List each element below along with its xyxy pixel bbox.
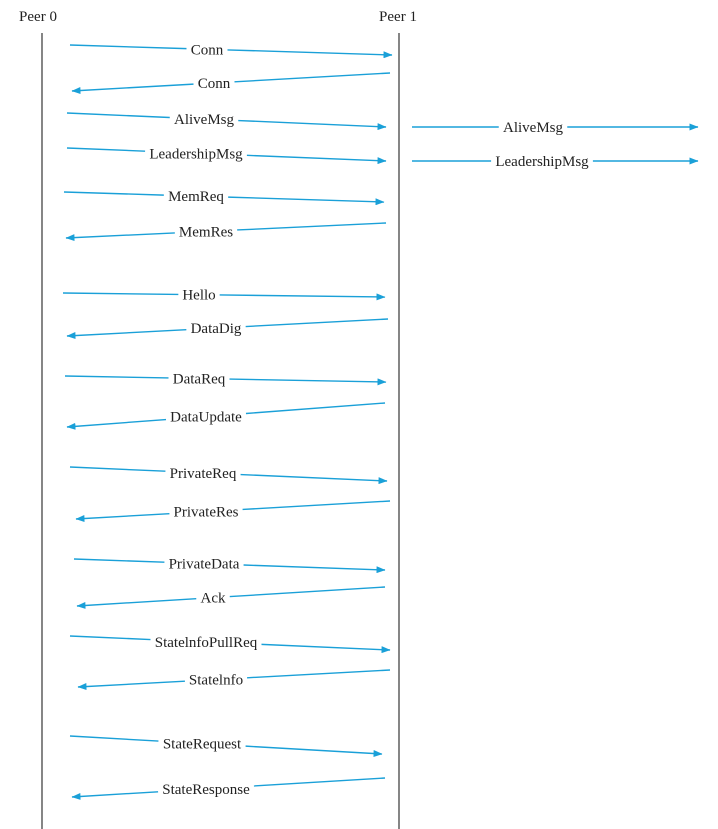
message-arrow-13-line-end xyxy=(77,599,196,606)
message-arrow-14 xyxy=(70,635,390,651)
forward-arrow-1-label: LeadershipMsg xyxy=(495,154,589,170)
message-arrow-4 xyxy=(64,189,384,205)
message-arrow-8-line-end xyxy=(229,379,386,382)
message-arrow-15-label: Statelnfo xyxy=(188,672,244,689)
message-arrow-3-line-end xyxy=(247,155,386,161)
message-arrow-12-label: PrivateData xyxy=(168,556,240,573)
message-arrow-13-line-start xyxy=(230,587,385,597)
message-arrow-0-line-start xyxy=(70,45,186,49)
message-arrow-10-line-end xyxy=(241,475,387,481)
message-arrow-12-line-end xyxy=(244,565,385,570)
message-arrow-1-line-start xyxy=(235,73,390,82)
message-arrow-13 xyxy=(77,587,385,607)
message-arrow-4-line-end xyxy=(228,197,384,202)
message-arrow-9-line-start xyxy=(246,403,385,413)
message-arrow-16-line-start xyxy=(70,736,158,741)
message-arrow-6 xyxy=(63,288,385,304)
message-arrow-5 xyxy=(66,223,386,240)
message-arrow-6-label: Hello xyxy=(182,287,216,304)
peer-1-label: Peer 1 xyxy=(379,9,417,25)
message-arrow-14-label: StatelnfoPullReq xyxy=(154,634,258,651)
message-arrow-10 xyxy=(70,466,387,482)
message-arrow-3-label: LeadershipMsg xyxy=(149,146,243,163)
message-arrow-13-label: Ack xyxy=(200,590,226,607)
message-arrow-3-line-start xyxy=(67,148,145,151)
message-arrow-6-line-end xyxy=(220,295,385,297)
message-arrow-15 xyxy=(78,670,390,688)
message-arrow-2 xyxy=(67,112,386,128)
message-arrow-7-line-start xyxy=(246,319,388,327)
message-arrow-11-label: PrivateRes xyxy=(173,504,239,521)
forward-arrow-1 xyxy=(412,154,698,170)
message-arrow-7 xyxy=(67,319,388,337)
message-arrow-1-line-end xyxy=(72,84,193,91)
message-arrow-0 xyxy=(70,42,392,58)
message-arrow-16 xyxy=(70,736,382,754)
message-arrow-15-line-end xyxy=(78,681,185,687)
message-arrow-5-label: MemRes xyxy=(178,224,234,241)
forward-arrow-0 xyxy=(412,120,698,136)
message-arrow-1 xyxy=(72,73,390,92)
message-arrow-11-line-start xyxy=(243,501,390,509)
message-arrow-15-line-start xyxy=(247,670,390,678)
message-arrow-9-label: DataUpdate xyxy=(170,409,242,426)
message-arrow-2-line-end xyxy=(238,121,386,127)
message-arrow-11 xyxy=(76,501,390,521)
forward-arrow-0-label: AliveMsg xyxy=(503,120,563,136)
message-arrow-14-line-end xyxy=(261,644,390,650)
message-arrow-0-line-end xyxy=(228,50,392,55)
message-arrow-10-label: PrivateReq xyxy=(169,465,237,482)
message-arrow-9-line-end xyxy=(67,420,166,427)
message-arrow-12-line-start xyxy=(74,559,164,562)
message-arrow-16-label: StateRequest xyxy=(162,736,242,753)
message-arrow-3 xyxy=(67,146,386,162)
message-arrow-17-label: StateResponse xyxy=(162,781,250,798)
message-arrow-7-label: DataDig xyxy=(190,321,242,338)
message-arrow-5-line-start xyxy=(237,223,386,230)
message-arrow-10-line-start xyxy=(70,467,165,471)
message-arrow-12 xyxy=(74,557,385,573)
message-arrow-14-line-start xyxy=(70,636,151,640)
message-arrow-17-line-end xyxy=(72,792,158,797)
message-arrow-8-label: DataReq xyxy=(172,371,226,388)
peer-0-label: Peer 0 xyxy=(19,9,57,25)
message-arrow-17-line-start xyxy=(254,778,385,786)
message-arrow-7-line-end xyxy=(67,330,186,336)
message-arrow-9 xyxy=(67,403,385,427)
message-arrow-2-label: AliveMsg xyxy=(174,112,234,129)
message-arrow-8-line-start xyxy=(65,376,169,378)
message-arrow-8 xyxy=(65,372,386,388)
message-arrow-5-line-end xyxy=(66,233,175,238)
message-arrow-16-line-end xyxy=(246,746,382,754)
message-arrow-1-label: Conn xyxy=(197,75,231,92)
message-arrow-6-line-start xyxy=(63,293,178,294)
message-arrow-0-label: Conn xyxy=(190,42,224,59)
message-arrow-17 xyxy=(72,778,385,798)
message-arrow-11-line-end xyxy=(76,514,169,519)
message-arrow-4-label: MemReq xyxy=(168,189,224,206)
message-arrow-2-line-start xyxy=(67,113,170,118)
message-arrow-4-line-start xyxy=(64,192,164,195)
message-layer xyxy=(63,42,698,798)
